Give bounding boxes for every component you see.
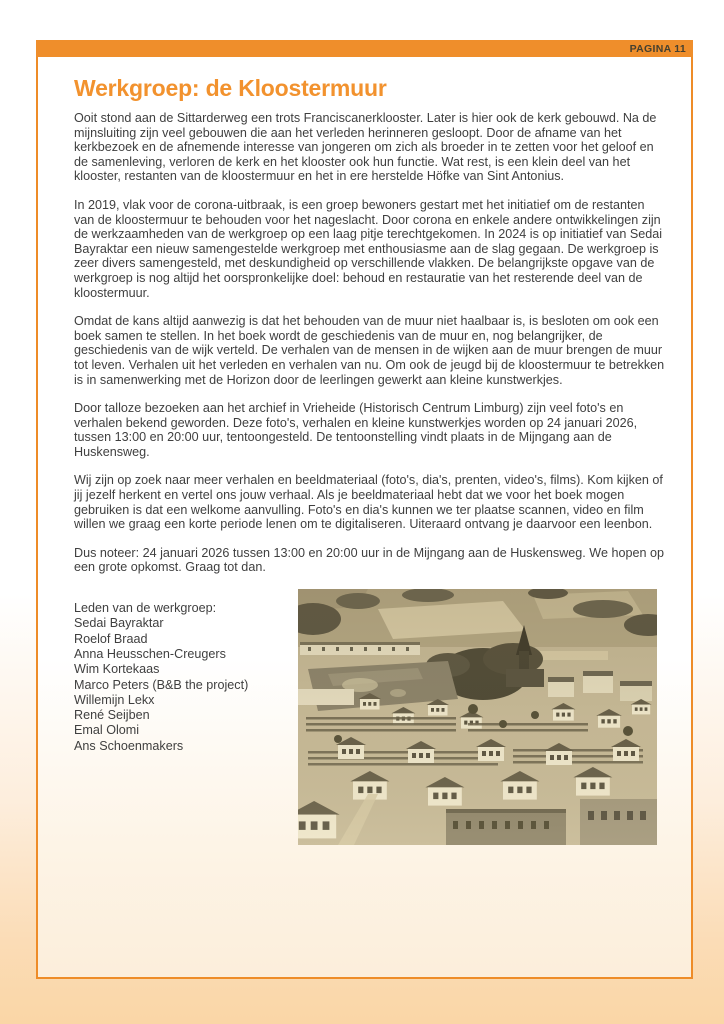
article-paragraph-1: Ooit stond aan de Sittarderweg een trots Franciscanerklooster. Later is hier ook de kerk gebouwd. Na de mijnsluiting zijn veel gebouwen die aan het verleden herinneren gesloopt. Door de afname van het kerkbezoek en de afnemende interesse van jongeren om zich als broeder in te zetten voor het geloof en de samenleving, verloren de kerk en het klooster ook hun functie. Wat rest, is een klein deel van het klooster, restanten van de kloostermuur en het in ere herstelde Höfke van Sint Antonius. bbox=[74, 111, 657, 184]
member-name: Emal Olomi bbox=[74, 723, 140, 738]
member-name: Marco Peters (B&B the project) bbox=[74, 677, 249, 692]
page-number-label: PAGINA 11 bbox=[629, 42, 686, 55]
member-name: Wim Kortekaas bbox=[74, 662, 160, 677]
article-content bbox=[38, 57, 691, 845]
article-paragraph-5: Wij zijn op zoek naar meer verhalen en beeldmateriaal (foto's, dia's, prenten, video's, films). Kom kijken of jij jezelf herkent en vertel ons jouw verhaal. Als je beeldmateriaal hebt dat we voor het boek mogen gebruiken is dat een welkome aanvulling. Foto's en dia's kunnen we ter plaatse scannen, video en film willen we graag een korte periode lenen om te digitaliseren. Uiteraard ontvang je daarvoor een leenbon. bbox=[74, 473, 663, 532]
member-name: Anna Heusschen-Creugers bbox=[74, 646, 226, 661]
member-name: Willemijn Lekx bbox=[74, 692, 155, 707]
aerial-photo bbox=[298, 589, 657, 845]
members-heading: Leden van de werkgroep: bbox=[74, 601, 217, 616]
article-paragraph-3: Omdat de kans altijd aanwezig is dat het behouden van de muur niet haalbaar is, is besloten om ook een boek samen te stellen. In het boek wordt de geschiedenis van de muur en, nog belangrijker, de geschiedenis van de wijk verteld. De verhalen van de mensen in de wijken aan de muur brengen de muur tot leven. Verhalen uit het verleden en verhalen van nu. Om ook de jeugd bij de kloostermuur te betrekken is in samenwerking met de Horizon door de leerlingen gewerkt aan kleine kunstwerkjes. bbox=[74, 314, 665, 387]
members-list bbox=[74, 589, 298, 754]
bottom-row bbox=[74, 589, 667, 845]
page-header-bar bbox=[36, 40, 693, 57]
article-paragraph-4: Door talloze bezoeken aan het archief in Vrieheide (Historisch Centrum Limburg) zijn veel foto's en verhalen bekend geworden. Deze foto's, verhalen en kleine kunstwerkjes worden op 24 januari 2026, tussen 13:00 en 20:00 uur, tentoongesteld. De tentoonstelling vindt plaats in de Mijngang aan de Huskensweg. bbox=[74, 401, 638, 459]
article-paragraph-2: In 2019, vlak voor de corona-uitbraak, is een groep bewoners gestart met het initiatief om de restanten van de kloostermuur te behouden voor het nageslacht. Door corona en enkele andere ontwikkelingen zijn de werkzaamheden van de werkgroep op een laag pitje terechtgekomen. In 2024 is op initiatief van Sedai Bayraktar een nieuw samengestelde werkgroep met enthousiasme aan de slag gegaan. De werkgroep is zeer divers samengesteld, met deskundigheid op verschillende vlakken. De belangrijkste opgave van de werkgroep is nog altijd het oorspronkelijke doel: behoud en restauratie van het resterende deel van de kloostermuur. bbox=[74, 197, 663, 300]
member-name: Roelof Braad bbox=[74, 631, 148, 646]
member-name: Ans Schoenmakers bbox=[74, 738, 184, 753]
article-title: Werkgroep: de Kloostermuur bbox=[74, 75, 387, 101]
aerial-photo-illustration bbox=[298, 589, 657, 845]
member-name: Sedai Bayraktar bbox=[74, 616, 164, 631]
member-name: René Seijben bbox=[74, 708, 150, 723]
article-paragraph-6: Dus noteer: 24 januari 2026 tussen 13:00 en 20:00 uur in de Mijngang aan de Huskensweg. We hopen op een grote opkomst. Graag tot dan. bbox=[74, 545, 664, 575]
newsletter-page bbox=[36, 40, 693, 979]
